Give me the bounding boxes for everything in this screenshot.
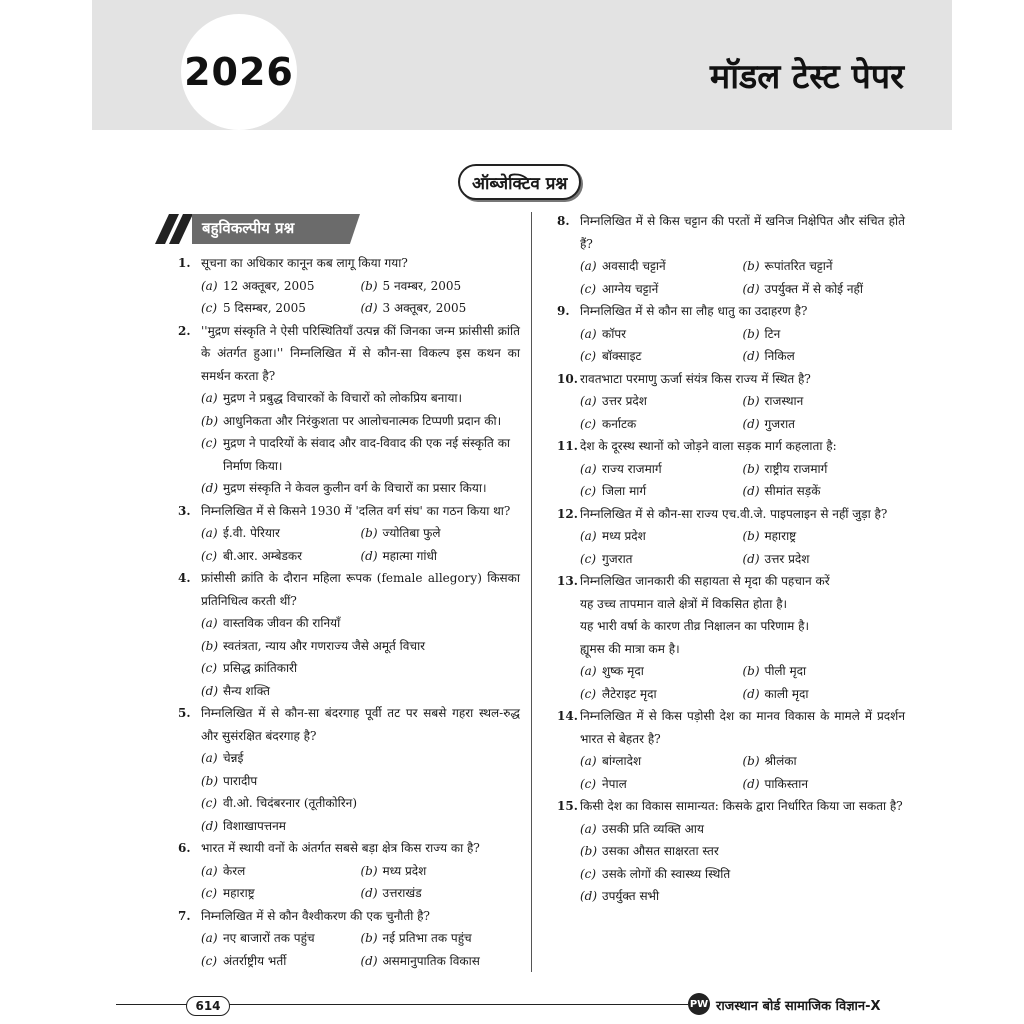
option-letter: (a) — [201, 863, 218, 878]
question-block — [557, 435, 905, 503]
question-number: 4. — [178, 571, 191, 585]
option — [580, 390, 743, 413]
question-number: 3. — [178, 503, 191, 518]
option-text: 12 अक्तूबर, 2005 — [223, 278, 315, 293]
question — [178, 567, 520, 612]
option-text: गुजरात — [602, 551, 633, 566]
question-text: किसी देश का विकास सामान्यत: किसके द्वारा निर्धारित किया जा सकता है? — [580, 799, 903, 813]
question-block — [557, 503, 905, 571]
option-letter: (d) — [360, 953, 378, 968]
option-letter: (c) — [580, 349, 597, 363]
option-letter: (a) — [201, 931, 218, 945]
option-letter: (c) — [580, 866, 597, 881]
question-block — [557, 210, 905, 300]
option-text: मुद्रण ने प्रबुद्ध विचारकों के विचारों को लोकप्रिय बनाया। — [223, 391, 463, 405]
option — [743, 345, 906, 368]
question-subline: ह्यूमस की मात्रा कम है। — [580, 641, 680, 656]
option-text: लैटेराइट मृदा — [602, 686, 657, 701]
option-letter: (a) — [201, 526, 218, 540]
option-text: बी.आर. अम्बेडकर — [223, 548, 303, 563]
option-text: चेन्नई — [223, 751, 244, 765]
question-number: 9. — [557, 304, 570, 318]
option-text: उत्तर प्रदेश — [764, 551, 810, 566]
option-letter: (b) — [360, 863, 378, 878]
question-subline: यह भारी वर्षा के कारण तीव्र निक्षालन का परिणाम है। — [580, 619, 809, 633]
option-letter: (b) — [580, 844, 598, 858]
question-block — [557, 795, 905, 908]
question-text: निम्नलिखित में से किस चट्टान की परतों में खनिज निक्षेपित और संचित होते हैं? — [580, 214, 905, 251]
option-text: 3 अक्तूबर, 2005 — [382, 301, 467, 315]
option-letter: (a) — [580, 821, 597, 836]
question-block — [557, 705, 905, 795]
option — [201, 657, 520, 680]
question-number: 1. — [178, 256, 191, 270]
option-text: वी.ओ. चिदंबरनार (तूतीकोरिन) — [223, 796, 358, 810]
option — [201, 297, 361, 320]
option-letter: (d) — [360, 548, 378, 563]
question-text: फ्रांसीसी क्रांति के दौरान महिला रूपक (female allegory) किसका प्रतिनिधित्व करती थीं? — [201, 571, 520, 608]
option-letter: (d) — [360, 886, 378, 900]
option-text: ज्योतिबा फुले — [382, 526, 441, 540]
question-text: निम्नलिखित में से कौन सा लौह धातु का उदाहरण है? — [580, 304, 808, 318]
option — [201, 680, 520, 703]
question-text: निम्नलिखित में से कौन-सा राज्य एच.वी.जे. पाइपलाइन से नहीं जुड़ा है? — [580, 506, 888, 521]
question-block — [557, 300, 905, 368]
option — [361, 545, 521, 568]
question-text: निम्नलिखित में से कौन-सा बंदरगाह पूर्वी तट पर सबसे गहरा स्थल-रुद्ध और सुसंरक्षित बंदरगाह है? — [201, 706, 520, 743]
option-letter: (b) — [742, 326, 760, 341]
option-letter: (c) — [580, 281, 597, 296]
option-text: 5 नवम्बर, 2005 — [382, 278, 462, 293]
option — [743, 390, 906, 413]
option — [580, 525, 743, 548]
option — [201, 882, 361, 905]
option-text: उपर्युक्त में से कोई नहीं — [764, 281, 864, 296]
option-text: महात्मा गांधी — [382, 548, 437, 563]
option-text: राजस्थान — [764, 394, 804, 408]
option-letter: (c) — [201, 886, 218, 900]
option-letter: (d) — [742, 484, 760, 498]
question-number: 11. — [557, 439, 578, 453]
option — [361, 950, 521, 973]
question-number: 15. — [557, 799, 578, 813]
option-text: महाराष्ट्र — [223, 886, 255, 900]
option-letter: (c) — [201, 436, 218, 450]
options-list — [557, 525, 905, 570]
question-number: 8. — [557, 214, 570, 228]
option-letter: (b) — [201, 773, 219, 788]
option-letter: (d) — [201, 818, 219, 833]
option-text: टिन — [764, 326, 781, 341]
options-list — [178, 522, 520, 567]
option-text: उसकी प्रति व्यक्ति आय — [602, 821, 704, 836]
option — [743, 683, 906, 706]
options-list — [557, 660, 905, 705]
option-text: नई प्रतिभा तक पहुंच — [382, 931, 472, 945]
option-letter: (b) — [742, 394, 760, 408]
question — [557, 570, 905, 593]
option-letter: (c) — [201, 796, 218, 810]
option-letter: (a) — [580, 461, 597, 476]
option-text: अंतर्राष्ट्रीय भर्ती — [223, 953, 287, 968]
question-text: निम्नलिखित में से किसने 1930 में 'दलित वर्ग संघ' का गठन किया था? — [201, 503, 511, 518]
question-number: 12. — [557, 506, 578, 521]
option-text: ई.वी. पेरियार — [223, 526, 280, 540]
option-text: गुजरात — [764, 416, 796, 431]
option — [580, 840, 905, 863]
option — [201, 770, 520, 793]
question — [178, 702, 520, 747]
options-list — [178, 275, 520, 320]
page-number: 614 — [186, 996, 230, 1016]
option-text: शुष्क मृदा — [602, 664, 644, 678]
option-text: उसके लोगों की स्वास्थ्य स्थिति — [602, 866, 731, 881]
option-letter: (a) — [580, 259, 597, 273]
option-letter: (a) — [201, 391, 218, 405]
option — [743, 323, 906, 346]
option-letter: (c) — [201, 301, 218, 315]
question-text: निम्नलिखित में से कौन वैश्वीकरण की एक चुनौती है? — [201, 908, 430, 923]
options-list — [178, 927, 520, 972]
option — [743, 773, 906, 796]
option — [201, 635, 520, 658]
page-title: मॉडल टेस्ट पेपर — [709, 57, 904, 97]
question-block — [178, 702, 520, 837]
option — [580, 750, 743, 773]
option-letter: (d) — [742, 416, 760, 431]
book-title: राजस्थान बोर्ड सामाजिक विज्ञान-X — [716, 999, 881, 1014]
option-text: असमानुपातिक विकास — [382, 953, 480, 968]
option — [201, 747, 520, 770]
option-text: उपर्युक्त सभी — [602, 889, 660, 903]
option — [201, 387, 520, 410]
question-subline: यह उच्च तापमान वाले क्षेत्रों में विकसित होता है। — [580, 596, 788, 611]
option-text: विशाखापत्तनम — [223, 818, 286, 833]
option-text: सीमांत सड़कें — [764, 484, 821, 498]
option-letter: (b) — [201, 413, 219, 428]
column-divider — [531, 212, 532, 972]
option-text: बॉक्साइट — [602, 349, 642, 363]
option-text: पाकिस्तान — [764, 776, 809, 791]
question-number: 7. — [178, 908, 191, 923]
option — [743, 413, 906, 436]
option-text: प्रसिद्ध क्रांतिकारी — [223, 661, 298, 675]
option-letter: (d) — [201, 481, 219, 495]
option-letter: (a) — [580, 664, 597, 678]
option-text: उत्तराखंड — [382, 886, 422, 900]
option-text: आग्नेय चट्टानें — [602, 281, 659, 296]
option-text: नए बाजारों तक पहुंच — [223, 931, 315, 945]
option-letter: (b) — [360, 931, 378, 945]
option — [743, 255, 906, 278]
option-text: 5 दिसम्बर, 2005 — [223, 301, 306, 315]
option-text: निकिल — [764, 349, 795, 363]
option-letter: (b) — [360, 526, 378, 540]
options-list — [178, 387, 520, 500]
option — [580, 660, 743, 683]
option — [361, 522, 521, 545]
option-letter: (c) — [580, 484, 597, 498]
option — [580, 323, 743, 346]
option-letter: (c) — [201, 661, 218, 675]
option-letter: (b) — [742, 664, 760, 678]
option-letter: (c) — [580, 416, 597, 431]
option — [580, 773, 743, 796]
option — [361, 927, 521, 950]
option — [201, 275, 361, 298]
option — [580, 818, 905, 841]
question — [557, 368, 905, 391]
question-number: 6. — [178, 841, 191, 855]
option — [201, 477, 520, 500]
option-letter: (b) — [742, 461, 760, 476]
option — [580, 683, 743, 706]
option — [580, 480, 743, 503]
option — [361, 860, 521, 883]
option — [201, 815, 520, 838]
options-list — [178, 747, 520, 837]
question — [178, 500, 520, 523]
banner-label: बहुविकल्पीय प्रश्न — [202, 219, 295, 237]
option-text: पीली मृदा — [764, 664, 807, 678]
option-letter: (a) — [580, 529, 597, 543]
option — [580, 345, 743, 368]
option-text: काली मृदा — [764, 686, 809, 701]
option — [580, 863, 905, 886]
option-text: केरल — [223, 863, 246, 878]
question-number: 2. — [178, 323, 191, 338]
option-letter: (c) — [580, 776, 597, 791]
question-block — [178, 567, 520, 702]
option-letter: (c) — [201, 548, 218, 563]
left-column — [178, 252, 520, 972]
question — [557, 210, 905, 255]
options-list — [557, 750, 905, 795]
option-letter: (d) — [201, 683, 219, 698]
option — [743, 458, 906, 481]
option-text: राज्य राजमार्ग — [602, 461, 662, 476]
question-block — [178, 320, 520, 500]
option — [743, 750, 906, 773]
options-list — [178, 612, 520, 702]
option-text: जिला मार्ग — [602, 484, 647, 498]
question-text: सूचना का अधिकार कानून कब लागू किया गया? — [201, 256, 408, 270]
option — [743, 548, 906, 571]
option-letter: (c) — [580, 551, 597, 566]
publisher-logo: PW — [688, 993, 710, 1015]
section-banner — [162, 214, 366, 244]
option-text: कॉपर — [602, 326, 627, 341]
option-text: रूपांतरित चट्टानें — [764, 259, 833, 273]
option — [201, 860, 361, 883]
option-text: श्रीलंका — [764, 754, 797, 768]
question — [557, 300, 905, 323]
option — [201, 410, 520, 433]
option-letter: (a) — [201, 751, 218, 765]
question-block — [557, 570, 905, 705]
question — [178, 905, 520, 928]
option-letter: (a) — [580, 394, 597, 408]
option-letter: (a) — [580, 326, 597, 341]
question — [557, 435, 905, 458]
option-text: महाराष्ट्र — [764, 529, 797, 543]
question-text: निम्नलिखित में से किस पड़ोसी देश का मानव विकास के मामले में प्रदर्शन भारत से बेहतर है? — [580, 709, 905, 746]
option-text: अवसादी चट्टानें — [602, 259, 666, 273]
option — [743, 660, 906, 683]
option-text: उसका औसत साक्षरता स्तर — [602, 844, 719, 858]
option-letter: (d) — [580, 889, 598, 903]
option — [580, 458, 743, 481]
option-text: उत्तर प्रदेश — [602, 394, 647, 408]
option — [201, 792, 520, 815]
question-text: रावतभाटा परमाणु ऊर्जा संयंत्र किस राज्य में स्थित है? — [580, 371, 811, 386]
footer-rule — [116, 1004, 188, 1005]
option — [201, 950, 361, 973]
right-column — [557, 210, 905, 908]
question-block — [557, 368, 905, 436]
option-letter: (b) — [201, 638, 219, 653]
option-text: कर्नाटक — [602, 416, 637, 431]
question-text: भारत में स्थायी वनों के अंतर्गत सबसे बड़ा क्षेत्र किस राज्य का है? — [201, 841, 480, 855]
option-letter: (d) — [742, 551, 760, 566]
option-letter: (d) — [360, 301, 378, 315]
question — [557, 795, 905, 818]
option-letter: (c) — [201, 953, 218, 968]
option — [743, 525, 906, 548]
options-list — [557, 818, 905, 908]
option-letter: (a) — [201, 278, 218, 293]
option-text: मुद्रण ने पादरियों के संवाद और वाद-विवाद की एक नई संस्कृति का निर्माण किया। — [223, 436, 511, 473]
question-number: 5. — [178, 706, 191, 720]
option-text: पारादीप — [223, 773, 258, 788]
question-block — [178, 252, 520, 320]
option-text: स्वतंत्रता, न्याय और गणराज्य जैसे अमूर्त विचार — [223, 638, 426, 653]
question-block — [178, 500, 520, 568]
option — [580, 413, 743, 436]
option-letter: (b) — [742, 259, 760, 273]
option-letter: (b) — [742, 529, 760, 543]
option-text: आधुनिकता और निरंकुशता पर आलोचनात्मक टिप्पणी प्रदान की। — [223, 413, 502, 428]
option-text: नेपाल — [602, 776, 627, 791]
question-number: 14. — [557, 709, 578, 723]
question — [557, 503, 905, 526]
question-text: ''मुद्रण संस्कृति ने ऐसी परिस्थितियाँ उत्पन्न कीं जिनका जन्म फ्रांसीसी क्रांति के अंतर्गत हुआ।'' निम्नलिखित में से कौन-सा विकल्प इस कथन का समर्थन करता है? — [201, 323, 520, 383]
year-badge — [181, 14, 297, 130]
question-text: निम्नलिखित जानकारी की सहायता से मृदा की पहचान करें — [580, 574, 830, 588]
option-letter: (a) — [580, 754, 597, 768]
option — [580, 885, 905, 908]
option-letter: (a) — [201, 616, 218, 630]
question-text: देश के दूरस्थ स्थानों को जोड़ने वाला सड़क मार्ग कहलाता है: — [580, 439, 837, 453]
year-label: 2026 — [184, 50, 294, 94]
option-letter: (d) — [742, 349, 760, 363]
question — [178, 252, 520, 275]
options-list — [557, 255, 905, 300]
footer-rule — [226, 1004, 688, 1005]
option — [201, 927, 361, 950]
option-text: सैन्य शक्ति — [223, 683, 270, 698]
option-text: बांग्लादेश — [602, 754, 642, 768]
option-letter: (b) — [742, 754, 760, 768]
option-letter: (d) — [742, 776, 760, 791]
option — [201, 612, 520, 635]
option — [201, 545, 361, 568]
option — [743, 480, 906, 503]
option — [580, 548, 743, 571]
option-letter: (d) — [742, 686, 760, 701]
option-letter: (d) — [742, 281, 760, 296]
option — [580, 278, 743, 301]
option — [201, 432, 520, 477]
option-letter: (c) — [580, 686, 597, 701]
options-list — [557, 323, 905, 368]
options-list — [557, 458, 905, 503]
option — [201, 522, 361, 545]
option — [361, 297, 521, 320]
option — [361, 275, 521, 298]
option — [743, 278, 906, 301]
option-text: राष्ट्रीय राजमार्ग — [764, 461, 828, 476]
section-pill: ऑब्जेक्टिव प्रश्न — [458, 164, 581, 200]
question-block — [178, 837, 520, 905]
option-text: मध्य प्रदेश — [382, 863, 427, 878]
question — [178, 837, 520, 860]
question-block — [178, 905, 520, 973]
option — [580, 255, 743, 278]
option-text: मुद्रण संस्कृति ने केवल कुलीन वर्ग के विचारों का प्रसार किया। — [223, 481, 487, 495]
question-number: 13. — [557, 574, 578, 588]
question — [557, 705, 905, 750]
option-letter: (b) — [360, 278, 378, 293]
options-list — [178, 860, 520, 905]
question-number: 10. — [557, 371, 578, 386]
option — [361, 882, 521, 905]
option-text: मध्य प्रदेश — [602, 529, 646, 543]
options-list — [557, 390, 905, 435]
question — [178, 320, 520, 388]
option-text: वास्तविक जीवन की रानियाँ — [223, 616, 341, 630]
